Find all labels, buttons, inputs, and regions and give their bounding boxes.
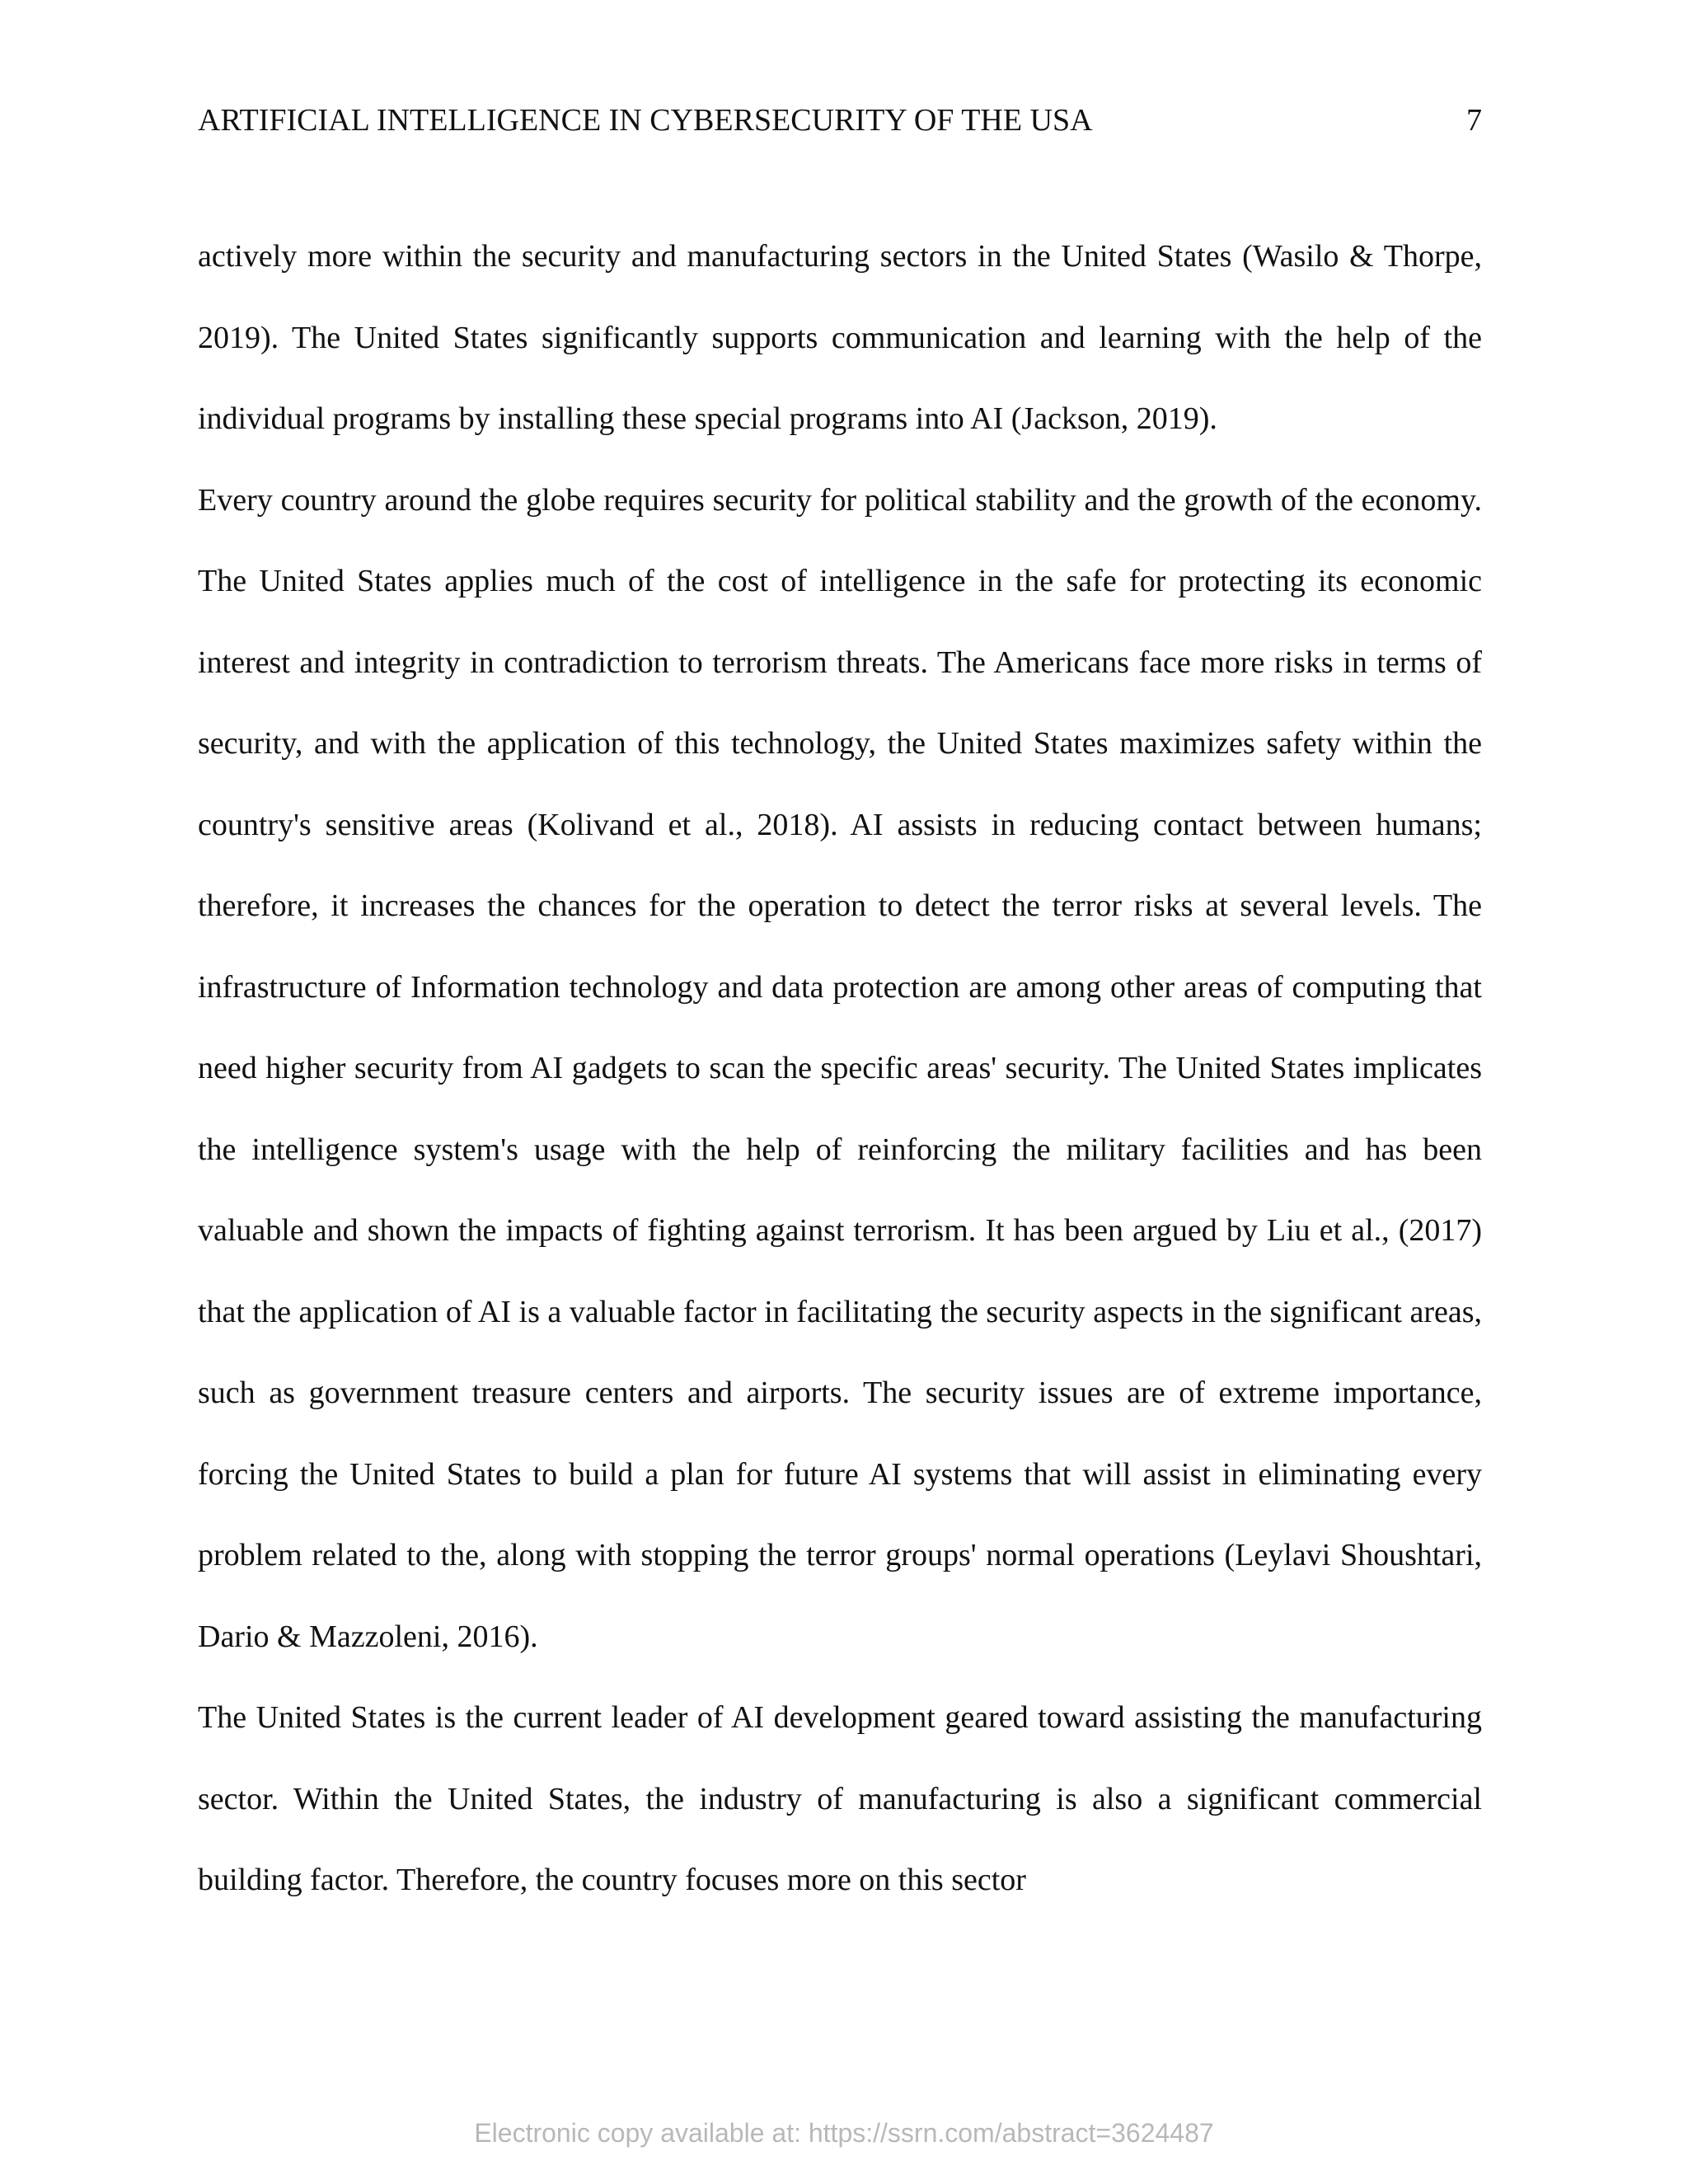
paragraph-3: The United States is the current leader of AI development geared toward assisting the manufacturing sector. Within the United States, the industry of manufacturing is also a significant commercial building factor. Therefore, the country focuses more on this sector	[198, 1700, 1482, 1897]
page-header	[198, 97, 1482, 143]
body-text	[198, 216, 1482, 1921]
ssrn-footer-link[interactable]: Electronic copy available at: https://ssrn.com/abstract=3624487	[474, 2118, 1214, 2148]
paragraph-2: Every country around the globe requires security for political stability and the growth of the economy. The United States applies much of the cost of intelligence in the safe for protecting its economic interest and integrity in contradiction to terrorism threats. The Americans face more risks in terms of security, and with the application of this technology, the United States maximizes safety within the country's sensitive areas (Kolivand et al., 2018). AI assists in reducing contact between humans; therefore, it increases the chances for the operation to detect the terror risks at several levels. The infrastructure of Information technology and data protection are among other areas of computing that need higher security from AI gadgets to scan the specific areas' security. The United States implicates the intelligence system's usage with the help of reinforcing the military facilities and has been valuable and shown the impacts of fighting against terrorism. It has been argued by Liu et al., (2017) that the application of AI is a valuable factor in facilitating the security aspects in the significant areas, such as government treasure centers and airports. The security issues are of extreme importance, forcing the United States to build a plan for future AI systems that will assist in eliminating every problem related to the, along with stopping the terror groups' normal operations (Leylavi Shoushtari, Dario & Mazzoleni, 2016).	[198, 482, 1482, 1654]
running-head: ARTIFICIAL INTELLIGENCE IN CYBERSECURITY OF THE USA	[198, 103, 1093, 138]
page-number: 7	[1466, 103, 1482, 138]
paragraph-1: actively more within the security and manufacturing sectors in the United States (Wasilo & Thorpe, 2019). The United States significantly supports communication and learning with the help of the individual programs by installing these special programs into AI (Jackson, 2019).	[198, 239, 1482, 436]
